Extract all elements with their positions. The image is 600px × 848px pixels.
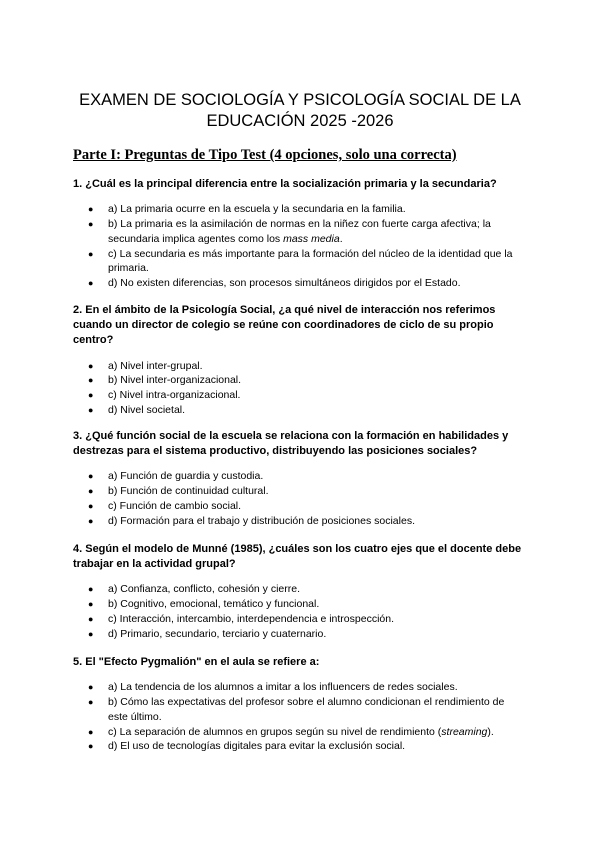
option-text: d) Formación para el trabajo y distribución de posiciones sociales. <box>108 514 415 527</box>
title-line-1: EXAMEN DE SOCIOLOGÍA Y PSICOLOGÍA SOCIAL DE LA <box>79 91 521 109</box>
question-2 <box>73 303 523 418</box>
option-text: b) Cómo las expectativas del profesor sobre el alumno condicionan el rendimiento de este último. <box>108 696 505 723</box>
option-d <box>73 403 523 418</box>
bullet-icon: ● <box>88 501 94 511</box>
option-text: c) Interacción, intercambio, interdependencia e introspección. <box>108 613 394 625</box>
option-text: a) Confianza, conflicto, cohesión y cierre. <box>108 583 301 596</box>
option-c <box>73 388 523 403</box>
option-b <box>73 597 523 612</box>
part-heading: Parte I: Preguntas de Tipo Test (4 opciones, solo una correcta) <box>73 147 457 163</box>
option-text: c) Función de cambio social. <box>108 500 242 512</box>
option-text: c) La separación de alumnos en grupos según su nivel de rendimiento ( <box>108 725 442 738</box>
bullet-icon: ● <box>88 741 94 752</box>
option-b <box>73 217 523 247</box>
page-title <box>40 90 560 132</box>
option-text: a) Función de guardia y custodia. <box>108 470 264 483</box>
option-c <box>73 725 523 740</box>
option-text: b) La primaria es la asimilación de normas en la niñez con fuerte carga afectiva; la secundaria implica agentes como los <box>108 218 491 245</box>
option-text: c) Nivel intra-organizacional. <box>108 389 241 402</box>
option-text: b) Función de continuidad cultural. <box>108 485 269 498</box>
option-d <box>73 739 523 754</box>
question-5 <box>73 655 523 754</box>
title-line-2: EDUCACIÓN 2025 -2026 <box>206 112 394 130</box>
option-text: b) Cognitivo, emocional, temático y funcional. <box>108 598 320 611</box>
bullet-icon: ● <box>88 614 94 624</box>
option-a <box>73 359 523 374</box>
question-1 <box>73 177 523 291</box>
bullet-icon: ● <box>88 204 94 215</box>
bullet-icon: ● <box>88 248 94 259</box>
option-list <box>73 202 523 291</box>
bullet-icon: ● <box>88 375 94 386</box>
option-d <box>73 514 523 529</box>
question-text: 3. ¿Qué función social de la escuela se relaciona con la formación en habilidades y destrezas para el sistema productivo, distribuyendo las posiciones sociales? <box>73 430 509 458</box>
option-emphasis: streaming <box>441 725 488 738</box>
bullet-icon: ● <box>88 471 94 482</box>
question-text: 2. En el ámbito de la Psicología Social, ¿a qué nivel de interacción nos referimos cuando un director de colegio se reúne con coordinadores de ciclo de su propio centro? <box>73 304 496 347</box>
bullet-icon: ● <box>88 219 94 229</box>
option-text: a) La tendencia de los alumnos a imitar a los influencers de redes sociales. <box>108 681 458 694</box>
option-list <box>73 582 523 641</box>
bullet-icon: ● <box>88 405 94 415</box>
option-a <box>73 680 523 695</box>
bullet-icon: ● <box>88 726 94 737</box>
bullet-icon: ● <box>88 584 94 595</box>
option-c <box>73 247 523 277</box>
question-text: 5. El "Efecto Pygmalión" en el aula se refiere a: <box>73 656 320 668</box>
option-b <box>73 484 523 499</box>
option-list <box>73 469 523 528</box>
bullet-icon: ● <box>88 599 94 610</box>
bullet-icon: ● <box>88 628 94 639</box>
option-list <box>73 680 523 754</box>
bullet-icon: ● <box>88 486 94 497</box>
option-d <box>73 627 523 642</box>
bullet-icon: ● <box>88 360 94 371</box>
option-a <box>73 582 523 597</box>
bullet-icon: ● <box>88 697 94 707</box>
bullet-icon: ● <box>88 390 94 401</box>
option-c <box>73 499 523 514</box>
option-text: d) El uso de tecnologías digitales para evitar la exclusión social. <box>108 740 406 753</box>
option-text: b) Nivel inter-organizacional. <box>108 374 242 387</box>
bullet-icon: ● <box>88 515 94 526</box>
option-text: d) Primario, secundario, terciario y cuaternario. <box>108 627 327 640</box>
question-text: 1. ¿Cuál es la principal diferencia entre la socialización primaria y la secundaria? <box>73 178 497 190</box>
option-b <box>73 695 523 725</box>
option-text: c) La secundaria es más importante para la formación del núcleo de la identidad que la primaria. <box>108 247 513 275</box>
question-4 <box>73 542 523 642</box>
option-text: d) No existen diferencias, son procesos simultáneos dirigidos por el Estado. <box>108 277 461 290</box>
option-d <box>73 276 523 291</box>
question-text: 4. Según el modelo de Munné (1985), ¿cuáles son los cuatro ejes que el docente debe trabajar en la actividad grupal? <box>73 543 522 571</box>
bullet-icon: ● <box>88 682 94 693</box>
option-b <box>73 373 523 388</box>
option-text-after: . <box>339 232 343 245</box>
option-text: d) Nivel societal. <box>108 404 186 416</box>
option-emphasis: mass media <box>283 232 340 245</box>
option-text-after: ). <box>487 725 494 738</box>
option-a <box>73 202 523 217</box>
question-3 <box>73 429 523 529</box>
option-c <box>73 612 523 627</box>
option-list <box>73 359 523 418</box>
option-text: a) La primaria ocurre en la escuela y la secundaria en la familia. <box>108 203 406 216</box>
option-a <box>73 469 523 484</box>
option-text: a) Nivel inter-grupal. <box>108 359 203 372</box>
bullet-icon: ● <box>88 278 94 289</box>
